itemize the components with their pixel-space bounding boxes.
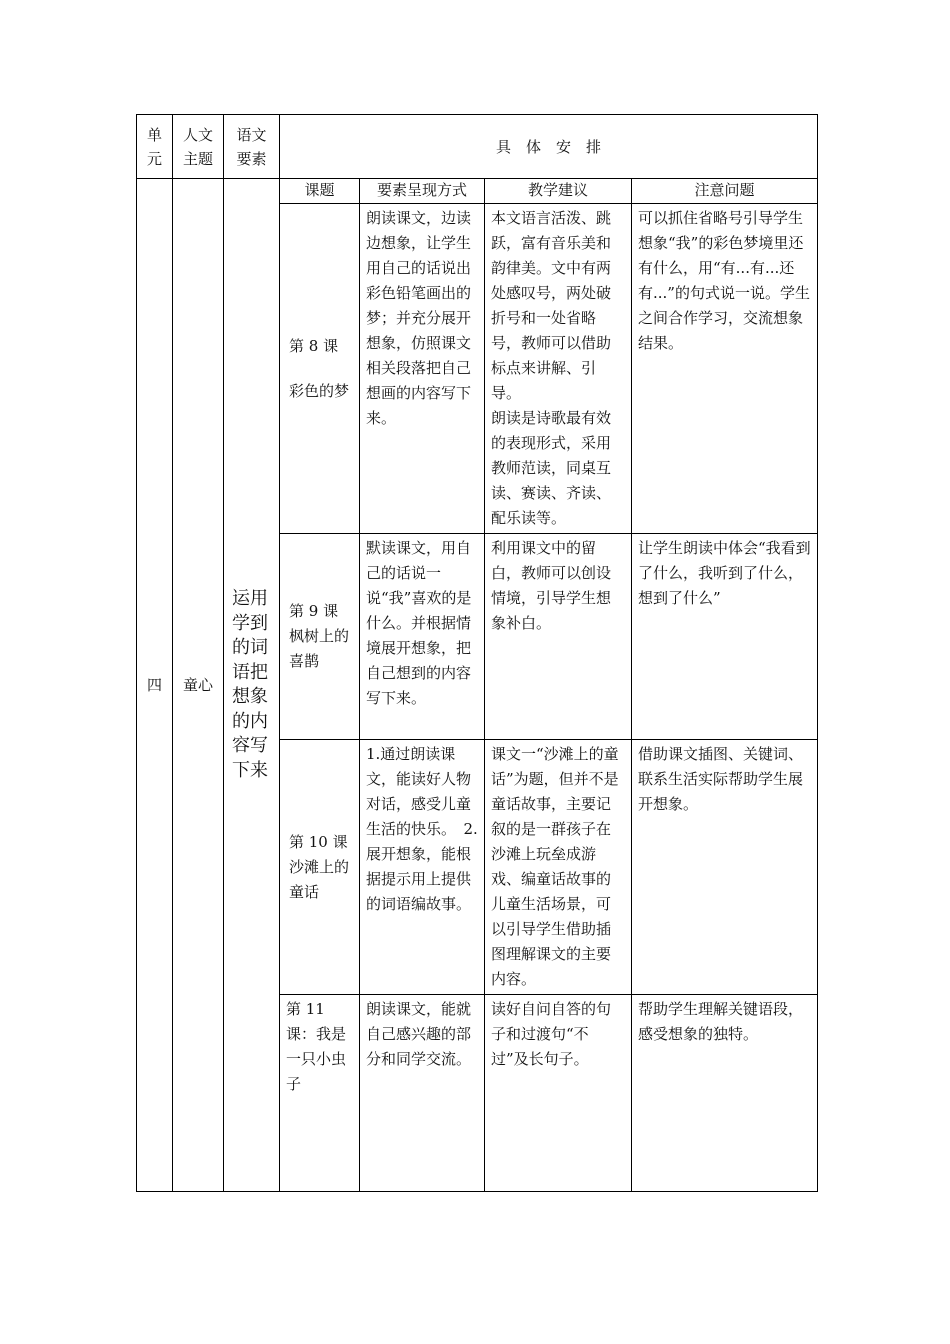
lesson-title: 第 9 课枫树上的喜鹊 (280, 534, 360, 740)
title-spacer (289, 359, 353, 379)
lesson-notes: 帮助学生理解关键语段，感受想象的独特。 (632, 995, 818, 1192)
header-element: 语文要素 (224, 115, 280, 179)
subheader-notes: 注意问题 (632, 179, 818, 204)
lesson-notes: 可以抓住省略号引导学生想象“我”的彩色梦境里还有什么，用“有...有...还有...”的句式说一说。学生之间合作学习，交流想象结果。 (632, 204, 818, 534)
advice-paragraph: 朗读是诗歌最有效的表现形式，采用教师范读，同桌互读、赛读、齐读、配乐读等。 (491, 409, 612, 527)
lesson-advice: 读好自问自答的句子和过渡句“不过”及长句子。 (485, 995, 632, 1192)
subheader-method: 要素呈现方式 (360, 179, 485, 204)
lesson-title (280, 204, 360, 534)
lesson-title: 第 11 课：我是一只小虫子 (280, 995, 360, 1192)
lesson-notes: 让学生朗读中体会“我看到了什么，我听到了什么，想到了什么” (632, 534, 818, 740)
lesson-advice: 课文一“沙滩上的童话”为题，但并不是童话故事，主要记叙的是一群孩子在沙滩上玩垒成游戏、编童话故事的儿童生活场景，可以引导学生借助插图理解课文的主要内容。 (485, 740, 632, 995)
advice-paragraph: 本文语言活泼、跳跃，富有音乐美和韵律美。文中有两处感叹号，两处破折号和一处省略号，教师可以借助标点来讲解、引导。 (491, 209, 612, 402)
lesson-method: 朗读课文，能就自己感兴趣的部分和同学交流。 (360, 995, 485, 1192)
lesson-advice: 利用课文中的留白，教师可以创设情境，引导学生想象补白。 (485, 534, 632, 740)
unit-cell: 四 (137, 179, 173, 1192)
header-theme: 人文主题 (173, 115, 224, 179)
theme-cell: 童心 (173, 179, 224, 1192)
subheader-advice: 教学建议 (485, 179, 632, 204)
lesson-number: 第 8 课 (289, 336, 339, 355)
lesson-title: 第 10 课沙滩上的童话 (280, 740, 360, 995)
header-row (137, 115, 818, 179)
lesson-method: 1.通过朗读课文，能读好人物对话，感受儿童生活的快乐。 2.展开想象，能根据提示用上提供的词语编故事。 (360, 740, 485, 995)
lesson-advice (485, 204, 632, 534)
header-plan: 具 体 安 排 (280, 115, 818, 179)
lesson-method: 默读课文，用自己的话说一说“我”喜欢的是什么。并根据情境展开想象，把自己想到的内容写下来。 (360, 534, 485, 740)
lesson-notes: 借助课文插图、关键词、联系生活实际帮助学生展开想象。 (632, 740, 818, 995)
subheader-row (137, 179, 818, 204)
subheader-lesson: 课题 (280, 179, 360, 204)
header-unit: 单元 (137, 115, 173, 179)
lesson-name: 彩色的梦 (289, 381, 350, 400)
lesson-method: 朗读课文，边读边想象，让学生用自己的话说出彩色铅笔画出的梦；并充分展开想象，仿照课文相关段落把自己想画的内容写下来。 (360, 204, 485, 534)
lesson-plan-table (136, 114, 818, 1192)
element-cell: 运用学到的词语把想象的内容写下来 (224, 179, 280, 1192)
